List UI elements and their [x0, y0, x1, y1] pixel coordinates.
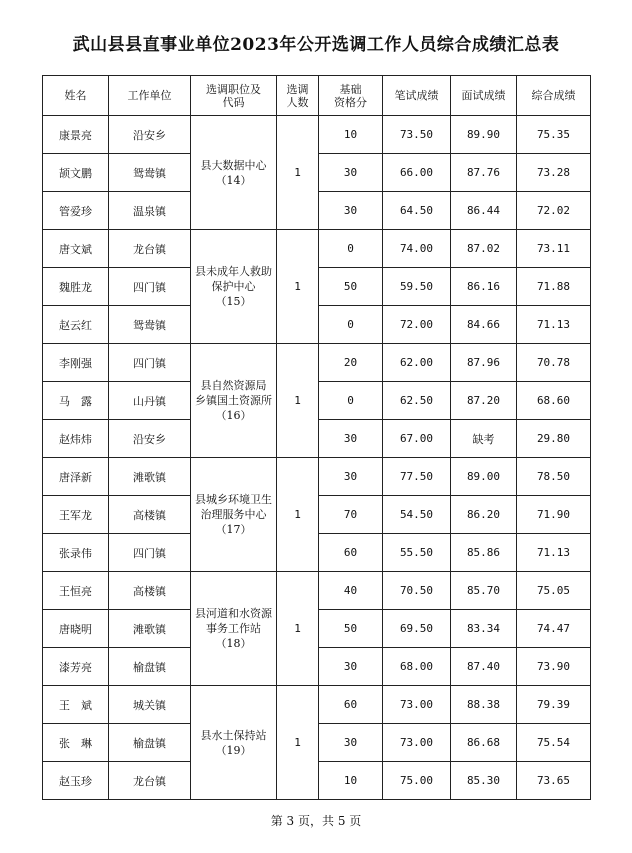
- cell-name: 王恒亮: [43, 572, 109, 610]
- header-unit: 工作单位: [109, 76, 191, 116]
- table-row: [43, 458, 591, 496]
- header-interview: 面试成绩: [451, 76, 517, 116]
- cell-name: 唐晓明: [43, 610, 109, 648]
- cell-quota: 1: [277, 116, 319, 230]
- cell-position: [191, 230, 277, 344]
- position-line: 县水土保持站: [200, 728, 267, 742]
- header-position-line1: 选调职位及: [206, 82, 261, 96]
- cell-unit: 温泉镇: [109, 192, 191, 230]
- cell-total: 71.88: [517, 268, 591, 306]
- cell-name: 唐文斌: [43, 230, 109, 268]
- cell-quota: 1: [277, 572, 319, 686]
- cell-total: 78.50: [517, 458, 591, 496]
- cell-interview: 85.70: [451, 572, 517, 610]
- cell-name: 唐泽新: [43, 458, 109, 496]
- cell-name: 张录伟: [43, 534, 109, 572]
- cell-base: 30: [319, 154, 383, 192]
- cell-base: 30: [319, 192, 383, 230]
- cell-total: 72.02: [517, 192, 591, 230]
- cell-total: 71.90: [517, 496, 591, 534]
- header-quota-line1: 选调: [286, 82, 309, 96]
- cell-unit: 滩歌镇: [109, 458, 191, 496]
- cell-unit: 高楼镇: [109, 496, 191, 534]
- cell-name: 王军龙: [43, 496, 109, 534]
- cell-name: 李刚强: [43, 344, 109, 382]
- cell-written: 70.50: [383, 572, 451, 610]
- cell-total: 73.28: [517, 154, 591, 192]
- cell-interview: 86.68: [451, 724, 517, 762]
- cell-unit: 沿安乡: [109, 116, 191, 154]
- scores-table: [42, 75, 591, 800]
- header-quota: [277, 76, 319, 116]
- position-line: 治理服务中心: [200, 508, 267, 521]
- position-line: （19）: [215, 743, 252, 757]
- cell-unit: 城关镇: [109, 686, 191, 724]
- cell-name: 张 琳: [43, 724, 109, 762]
- cell-total: 75.35: [517, 116, 591, 154]
- cell-base: 60: [319, 686, 383, 724]
- cell-name: 漆芳亮: [43, 648, 109, 686]
- cell-written: 67.00: [383, 420, 451, 458]
- cell-interview: 85.30: [451, 762, 517, 800]
- cell-base: 0: [319, 306, 383, 344]
- position-line: 县自然资源局: [200, 379, 267, 392]
- position-line: 县未成年人救助: [195, 265, 272, 278]
- cell-name: 赵炜炜: [43, 420, 109, 458]
- cell-position: [191, 116, 277, 230]
- position-line: （15）: [215, 295, 252, 308]
- cell-unit: 榆盘镇: [109, 724, 191, 762]
- position-line: （17）: [215, 523, 252, 536]
- cell-base: 30: [319, 648, 383, 686]
- cell-written: 72.00: [383, 306, 451, 344]
- cell-unit: 山丹镇: [109, 382, 191, 420]
- position-line: 县河道和水资源: [195, 607, 272, 620]
- cell-unit: 鸳鸯镇: [109, 306, 191, 344]
- cell-written: 75.00: [383, 762, 451, 800]
- cell-written: 77.50: [383, 458, 451, 496]
- table-row: [43, 344, 591, 382]
- cell-unit: 高楼镇: [109, 572, 191, 610]
- header-base-line1: 基础: [339, 82, 362, 96]
- position-line: 保护中心: [211, 280, 256, 293]
- cell-unit: 四门镇: [109, 268, 191, 306]
- cell-written: 74.00: [383, 230, 451, 268]
- position-line: （16）: [215, 409, 252, 422]
- cell-base: 50: [319, 268, 383, 306]
- cell-base: 30: [319, 458, 383, 496]
- cell-total: 29.80: [517, 420, 591, 458]
- cell-total: 75.05: [517, 572, 591, 610]
- cell-unit: 鸳鸯镇: [109, 154, 191, 192]
- cell-interview: 83.34: [451, 610, 517, 648]
- table-body: [43, 116, 591, 800]
- cell-base: 50: [319, 610, 383, 648]
- cell-written: 68.00: [383, 648, 451, 686]
- cell-name: 赵玉珍: [43, 762, 109, 800]
- cell-position: [191, 344, 277, 458]
- cell-written: 73.50: [383, 116, 451, 154]
- cell-interview: 87.76: [451, 154, 517, 192]
- cell-quota: 1: [277, 230, 319, 344]
- cell-interview: 86.16: [451, 268, 517, 306]
- cell-interview: 87.40: [451, 648, 517, 686]
- cell-base: 30: [319, 420, 383, 458]
- cell-interview: 88.38: [451, 686, 517, 724]
- table-row: [43, 686, 591, 724]
- cell-written: 62.00: [383, 344, 451, 382]
- cell-position: [191, 458, 277, 572]
- cell-total: 73.90: [517, 648, 591, 686]
- table-row: [43, 572, 591, 610]
- cell-written: 54.50: [383, 496, 451, 534]
- cell-total: 70.78: [517, 344, 591, 382]
- cell-total: 74.47: [517, 610, 591, 648]
- cell-interview: 87.02: [451, 230, 517, 268]
- cell-written: 59.50: [383, 268, 451, 306]
- cell-interview: 89.90: [451, 116, 517, 154]
- cell-total: 79.39: [517, 686, 591, 724]
- position-line: 县城乡环境卫生: [195, 493, 272, 506]
- page-title: 武山县县直事业单位2023年公开选调工作人员综合成绩汇总表: [72, 35, 560, 55]
- cell-total: 71.13: [517, 534, 591, 572]
- cell-interview: 缺考: [451, 420, 517, 458]
- cell-interview: 86.44: [451, 192, 517, 230]
- cell-quota: 1: [277, 686, 319, 800]
- cell-interview: 87.96: [451, 344, 517, 382]
- cell-name: 王 斌: [43, 686, 109, 724]
- cell-total: 68.60: [517, 382, 591, 420]
- cell-unit: 沿安乡: [109, 420, 191, 458]
- position-line: 乡镇国土资源所: [195, 394, 272, 407]
- cell-base: 0: [319, 230, 383, 268]
- cell-base: 40: [319, 572, 383, 610]
- cell-interview: 85.86: [451, 534, 517, 572]
- cell-base: 70: [319, 496, 383, 534]
- cell-unit: 四门镇: [109, 344, 191, 382]
- cell-name: 康景亮: [43, 116, 109, 154]
- cell-position: [191, 686, 277, 800]
- cell-quota: 1: [277, 458, 319, 572]
- cell-name: 马 露: [43, 382, 109, 420]
- cell-unit: 四门镇: [109, 534, 191, 572]
- cell-written: 55.50: [383, 534, 451, 572]
- cell-total: 73.65: [517, 762, 591, 800]
- header-quota-line2: 人数: [286, 95, 309, 109]
- cell-unit: 滩歌镇: [109, 610, 191, 648]
- cell-base: 60: [319, 534, 383, 572]
- page-footer: 第 3 页，共 5 页: [270, 814, 362, 828]
- header-total: 综合成绩: [517, 76, 591, 116]
- cell-unit: 龙台镇: [109, 230, 191, 268]
- header-position-line2: 代码: [222, 95, 245, 109]
- header-base-line2: 资格分: [334, 95, 367, 109]
- cell-base: 10: [319, 762, 383, 800]
- cell-written: 66.00: [383, 154, 451, 192]
- cell-written: 62.50: [383, 382, 451, 420]
- table-row: [43, 230, 591, 268]
- cell-written: 69.50: [383, 610, 451, 648]
- position-line: （18）: [215, 637, 252, 650]
- cell-written: 73.00: [383, 724, 451, 762]
- cell-quota: 1: [277, 344, 319, 458]
- cell-unit: 龙台镇: [109, 762, 191, 800]
- header-written: 笔试成绩: [383, 76, 451, 116]
- cell-position: [191, 572, 277, 686]
- cell-interview: 86.20: [451, 496, 517, 534]
- header-row: [43, 76, 591, 116]
- table-row: [43, 116, 591, 154]
- header-base: [319, 76, 383, 116]
- position-line: （14）: [215, 173, 252, 187]
- cell-total: 71.13: [517, 306, 591, 344]
- cell-base: 20: [319, 344, 383, 382]
- header-position: [191, 76, 277, 116]
- cell-interview: 89.00: [451, 458, 517, 496]
- position-line: 事务工作站: [206, 622, 261, 635]
- cell-interview: 87.20: [451, 382, 517, 420]
- cell-base: 30: [319, 724, 383, 762]
- cell-total: 73.11: [517, 230, 591, 268]
- cell-written: 73.00: [383, 686, 451, 724]
- cell-total: 75.54: [517, 724, 591, 762]
- cell-written: 64.50: [383, 192, 451, 230]
- cell-name: 赵云红: [43, 306, 109, 344]
- cell-base: 10: [319, 116, 383, 154]
- cell-name: 颉文鹏: [43, 154, 109, 192]
- header-name: 姓名: [43, 76, 109, 116]
- cell-base: 0: [319, 382, 383, 420]
- cell-name: 管爱珍: [43, 192, 109, 230]
- cell-name: 魏胜龙: [43, 268, 109, 306]
- cell-unit: 榆盘镇: [109, 648, 191, 686]
- cell-interview: 84.66: [451, 306, 517, 344]
- position-line: 县大数据中心: [200, 158, 267, 172]
